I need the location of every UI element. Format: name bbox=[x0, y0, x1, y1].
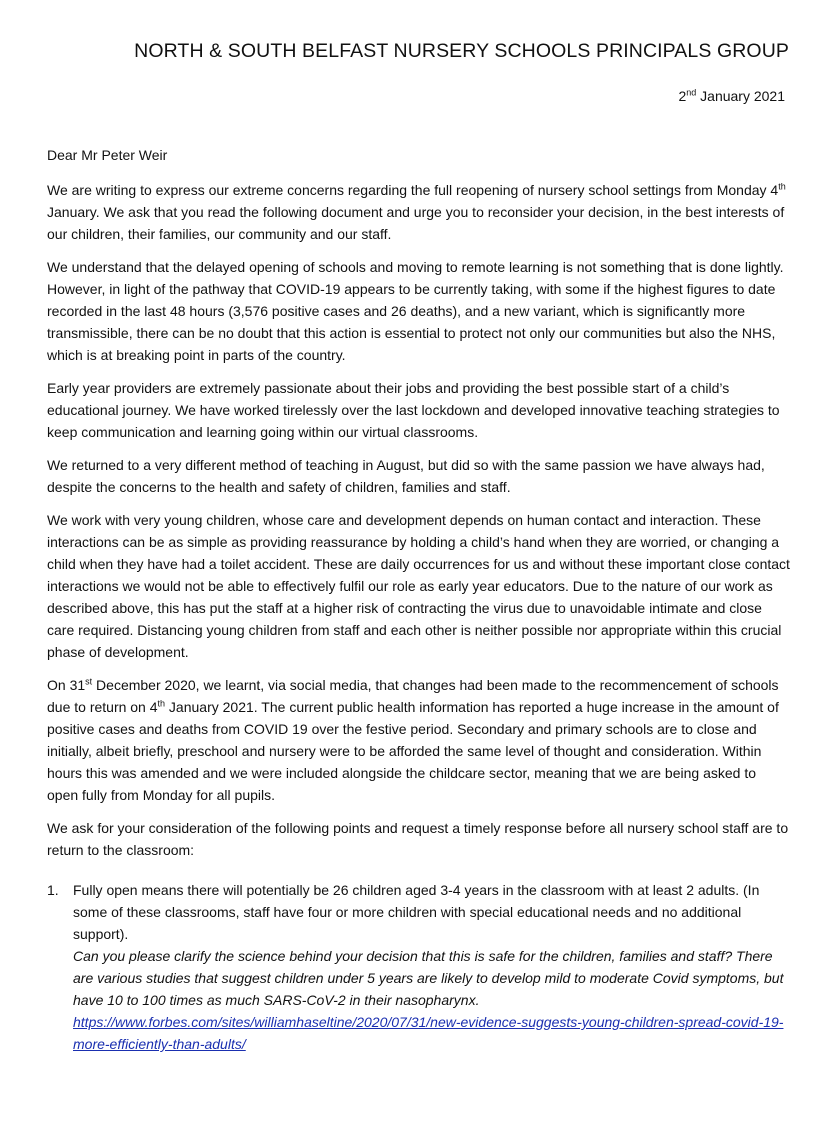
list-item-number: 1. bbox=[47, 882, 59, 898]
paragraph-4: We returned to a very different method of teaching in August, but did so with the same passion we have always had, despite the concerns to the health and safety of children, families and staff. bbox=[47, 457, 765, 495]
paragraph-6-part-a: On 31 bbox=[47, 677, 86, 693]
paragraph-6 bbox=[47, 674, 791, 806]
paragraph-1-part-b: January. We ask that you read the following document and urge you to reconsider your decision, in the best interests of our children, their families, our community and our staff. bbox=[47, 204, 785, 242]
letter-page bbox=[47, 38, 791, 1055]
date-day: 2 bbox=[678, 88, 687, 104]
date-rest: January 2021 bbox=[696, 88, 785, 104]
paragraph-6-sup-2: th bbox=[157, 698, 166, 709]
paragraph-5: We work with very young children, whose care and development depends on human contact and interaction. These interactions can be as simple as providing reassurance by holding a child’s hand when they are worried, or changing a child when they have had a toilet accident. These are daily occurrences for us and without these important close contact interactions we would not be able to effectively fulfil our role as early year educators. Due to the nature of our work as described above, this has put the staff at a higher risk of contracting the virus due to unavoidable intimate and close care required. Distancing young children from staff and each other is neither possible nor appropriate within this crucial phase of development. bbox=[47, 512, 790, 660]
paragraph-6-part-c: January 2021. The current public health information has reported a huge increase in the amount of positive cases and deaths from COVID 19 over the festive period. Secondary and primary schools are to close and initially, albeit briefly, preschool and nursery were to be afforded the same level of thought and consideration. Within hours this was amended and we were included alongside the childcare sector, meaning that we are being asked to open fully from Monday for all pupils. bbox=[47, 699, 779, 803]
letter-heading: NORTH & SOUTH BELFAST NURSERY SCHOOLS PRINCIPALS GROUP bbox=[134, 40, 789, 62]
salutation: Dear Mr Peter Weir bbox=[47, 147, 168, 163]
paragraph-3: Early year providers are extremely passionate about their jobs and providing the best possible start of a child’s educational journey. We have worked tirelessly over the last lockdown and developed innovative teaching strategies to keep communication and learning going within our virtual classrooms. bbox=[47, 380, 780, 440]
list-item bbox=[47, 879, 791, 1055]
paragraph-7: We ask for your consideration of the following points and request a timely response before all nursery school staff are to return to the classroom: bbox=[47, 820, 789, 858]
list-item-body bbox=[73, 879, 791, 1055]
letter-date bbox=[47, 86, 791, 106]
paragraph-1-sup: th bbox=[778, 181, 786, 192]
paragraph-6-sup-1: st bbox=[85, 676, 93, 687]
date-suffix: nd bbox=[686, 87, 697, 98]
paragraph-1 bbox=[47, 179, 791, 245]
forbes-article-link[interactable]: https://www.forbes.com/sites/williamhaseltine/2020/07/31/new-evidence-suggests-young-children-spread-covid-19-more-efficiently-than-adults/ bbox=[73, 1014, 784, 1052]
list-item-question: Can you please clarify the science behind your decision that this is safe for the children, families and staff? There are various studies that suggest children under 5 years are likely to develop mild to moderate Covid symptoms, but have 10 to 100 times as much SARS-CoV-2 in their nasopharynx. bbox=[73, 948, 784, 1008]
paragraph-2: We understand that the delayed opening of schools and moving to remote learning is not something that is done lightly. However, in light of the pathway that COVID-19 appears to be currently taking, with some if the highest figures to date recorded in the last 48 hours (3,576 positive cases and 26 deaths), and a new variant, which is significantly more transmissible, there can be no doubt that this action is essential to protect not only our communities but also the NHS, which is at breaking point in parts of the country. bbox=[47, 259, 784, 363]
paragraph-6-part-b: December 2020, we learnt, via social media, that changes had been made to the recommencement of schools due to return on 4 bbox=[47, 677, 779, 715]
list-item-text: Fully open means there will potentially be 26 children aged 3-4 years in the classroom with at least 2 adults. (In some of these classrooms, staff have four or more children with special educational needs and no additional support). bbox=[73, 882, 760, 942]
points-list bbox=[47, 879, 791, 1055]
paragraph-1-part-a: We are writing to express our extreme concerns regarding the full reopening of nursery school settings from Monday 4 bbox=[47, 182, 779, 198]
